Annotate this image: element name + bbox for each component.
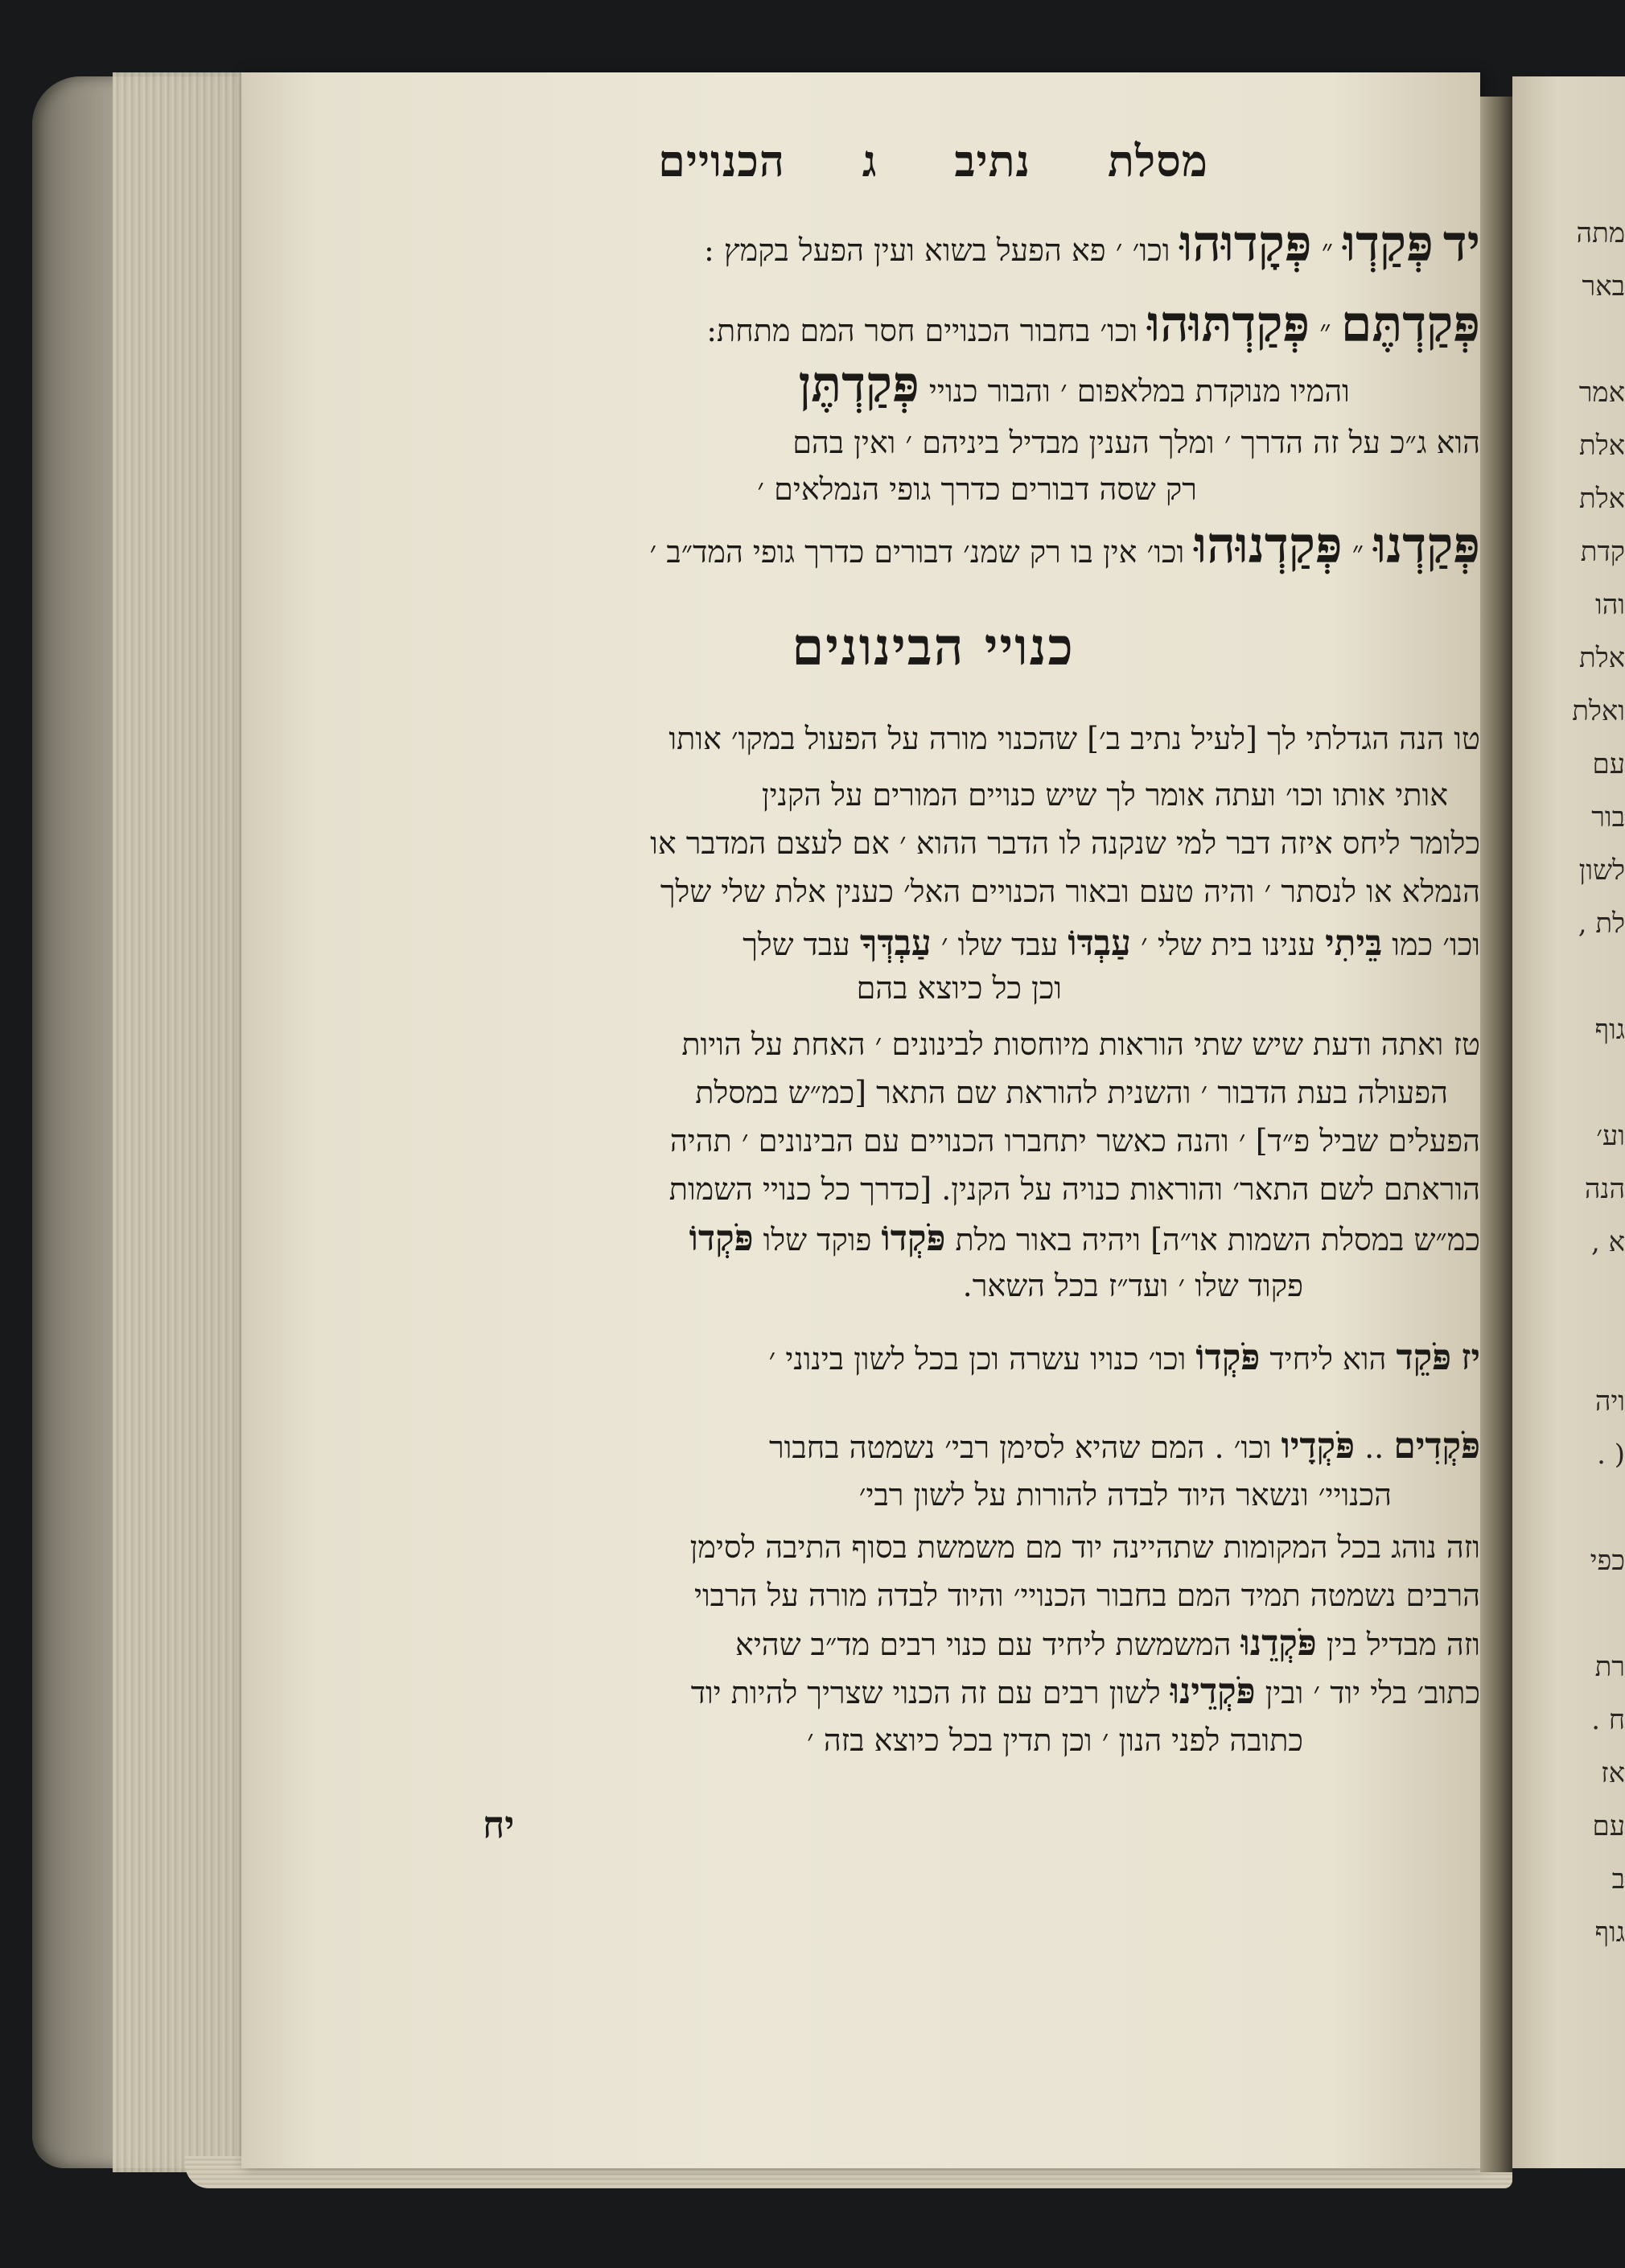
para2-line5 [386, 1216, 1480, 1262]
keyword: פֹּקֵד [1396, 1337, 1452, 1378]
text-run: אותי אותו וכו׳ ועתה אומר לך שיש כנויים המורים על הקנין [761, 777, 1448, 813]
text-run: פוקד שלו [763, 1222, 872, 1257]
page-edges [113, 72, 249, 2172]
facing-page-fragment: קדת [1580, 536, 1625, 568]
text-run: הוא ליחיד [1269, 1341, 1387, 1377]
para1-line4 [386, 869, 1480, 914]
text-run: עבד שלו ׳ [940, 927, 1059, 962]
text-line-5 [386, 467, 1480, 512]
facing-page-fragment: אמר [1578, 377, 1625, 409]
facing-page-fragment: כפי [1590, 1545, 1625, 1577]
facing-page-fragment: אלת [1578, 483, 1625, 515]
para2-line3 [386, 1118, 1480, 1163]
facing-page-fragment: גוף [1594, 1916, 1625, 1949]
keyword: פְּקַדְוּ [1343, 214, 1434, 273]
text-run: הוא ג״כ על זה הדרך ׳ ומלך הענין מבדיל ביניהם ׳ ואין בהם [792, 425, 1480, 460]
book-gutter [1480, 97, 1512, 2172]
text-run: רק שסה דבורים כדרך גופי הנמלאים ׳ [757, 471, 1197, 507]
facing-page-fragment: וע׳ [1596, 1120, 1625, 1152]
text-run: טו הנה הגדלתי לך [לעיל נתיב ב׳] שהכנוי מורה על הפעול במקו׳ אותו [669, 721, 1480, 756]
text-run: וכו׳ [1132, 233, 1170, 268]
text-run: .. [1364, 1430, 1384, 1465]
facing-page-fragment: ( . [1597, 1439, 1625, 1471]
text-run: פא הפעל בשוא ועין הפעל בקמץ : [704, 233, 1106, 268]
facing-page-fragment: ויה [1594, 1385, 1625, 1418]
text-run: הפעלים שביל פ״ד] ׳ והנה כאשר יתחברו הכנויים עם הבינונים ׳ תהיה [669, 1123, 1480, 1159]
keyword: פֹּקְדִים [1393, 1426, 1480, 1467]
para2-line6 [386, 1263, 1480, 1308]
para5-line2 [386, 1573, 1480, 1618]
text-run: וכו׳ כמו [1392, 927, 1480, 962]
para1-line3 [386, 821, 1480, 866]
running-head-middle: ג [862, 135, 878, 187]
text-run: כתובה לפני הנון ׳ וכן תדין בכל כיוצא בזה ׳ [806, 1723, 1303, 1758]
signature-mark: יח [483, 1803, 515, 1846]
keyword: פֹּקְדוֹ [1195, 1337, 1261, 1378]
keyword: פֹּקְדֵינוּ [1170, 1671, 1256, 1712]
para5-line3 [386, 1621, 1480, 1667]
running-head-mid2: נתיב [954, 135, 1031, 187]
facing-page-fragment: ח . [1591, 1704, 1625, 1736]
facing-page-fragment: בור [1591, 801, 1625, 834]
facing-page-fragment: לשון [1578, 854, 1625, 887]
text-run: עבד שלך [743, 927, 850, 962]
para5-line1 [386, 1525, 1480, 1570]
text-run: הרבים נשמטה תמיד המם בחבור הכנויי׳ והיוד לבדה מורה על הרבוי [694, 1578, 1480, 1613]
facing-page-fragment: עם [1592, 748, 1625, 780]
facing-page-fragment: רת [1594, 1651, 1625, 1683]
text-run: המשמשת ליחיד עם כנוי רבים מד״ב שהיא [735, 1627, 1232, 1662]
facing-page-fragment: באר [1582, 270, 1625, 303]
para3-line1 [386, 1336, 1480, 1381]
text-run: הפעולה בעת הדבור ׳ והשנית להוראת שם התאר [כמ״ש במסלת [695, 1075, 1448, 1110]
text-run: לשון רבים עם זה הכנוי שצריך להיות יוד [690, 1675, 1161, 1710]
text-run: טז ואתה ודעת שיש שתי הוראות מיוחסות לבינונים ׳ האחת על הויות [681, 1027, 1480, 1062]
text-run: פקוד שלו ׳ ועד״ז בכל השאר. [962, 1268, 1303, 1303]
para4-line1 [386, 1424, 1480, 1470]
facing-page-fragment: ב [1611, 1863, 1625, 1895]
keyword: פֹּקְדוֹ [881, 1218, 946, 1259]
facing-page-fragment: אז [1601, 1757, 1625, 1789]
text-run: הוראתם לשם התאר׳ והוראות כנויה על הקנין. [כדרך כל כנויי השמות [669, 1171, 1480, 1207]
text-run: כתוב׳ בלי יוד ׳ ובין [1265, 1675, 1480, 1710]
section-number: יד [1442, 214, 1480, 273]
running-head-right: מסלת [1107, 135, 1208, 187]
keyword: פְּקַדְתֶּם [1340, 294, 1480, 353]
text-line-1: יד פְּקַדְוּ ״ פְּקָדוּהוּ וכו׳ ׳ פא הפעל בשוא ועין הפעל בקמץ : [704, 214, 1480, 273]
keyword: בֵּיתִי [1325, 923, 1383, 964]
keyword: פֹּקְדָיו [1281, 1426, 1355, 1467]
keyword: פְּקָדוּהוּ [1179, 214, 1312, 273]
facing-page-fragment: והו [1595, 589, 1625, 621]
text-run: וזה נוהג בכל המקומות שתהיינה יוד מם משמשת בסוף התיבה לסימן [689, 1529, 1480, 1565]
keyword: עַבְדְּךָ [859, 923, 932, 964]
para5-line4 [386, 1669, 1480, 1715]
para1-line2 [386, 772, 1480, 817]
para2-line1 [386, 1022, 1480, 1067]
para5-line5 [386, 1718, 1480, 1763]
keyword: פְּקַדְנוּ [1373, 516, 1480, 574]
para1-line6 [386, 965, 1480, 1011]
para1-line1 [386, 716, 1480, 761]
para4-line2 [386, 1472, 1480, 1517]
facing-page-fragment: מתה [1576, 217, 1625, 249]
facing-page-fragment: לת , [1578, 908, 1625, 940]
text-run: הכנויי׳ ונשאר היוד לבדה להורות על לשון רבי׳ [858, 1477, 1392, 1513]
text-run: ענינו בית שלי ׳ [1140, 927, 1315, 962]
running-head [386, 135, 1480, 187]
keyword: עַבְדּוֹ [1068, 923, 1131, 964]
text-line-6: פְּקַדְנוּ ״ פְּקַדְנוּהוּ וכו׳ אין בו רק שמנ׳ דבורים כדרך גופי המד״ב ׳ [649, 516, 1480, 574]
text-run: והמיו מנוקדת במלאפום ׳ והבור כנויי [928, 373, 1350, 409]
para1-line5 [386, 921, 1480, 967]
text-run: כלומר ליחס איזה דבר למי שנקנה לו הדבר ההוא ׳ אם לעצם המדבר או [650, 825, 1480, 861]
facing-page-fragment: א , [1590, 1226, 1625, 1258]
text-line-2: פְּקַדְתֶּם ״ פְּקַדְתּוּהוּ וכו׳ בחבור הכנויים חסר המם מתחת: [706, 294, 1480, 353]
facing-page-fragment: ואלת [1572, 695, 1625, 727]
para2-line4 [386, 1167, 1480, 1212]
text-run: וכו׳ בחבור הכנויים חסר המם מתחת: [706, 313, 1138, 348]
section-number: יז [1461, 1337, 1480, 1378]
text-run: כמ״ש במסלת השמות או״ה] ויהיה באור מלת [955, 1222, 1480, 1257]
section-heading: כנויי הבינונים [792, 617, 1075, 677]
keyword: פֹּקְדוֹ [689, 1218, 754, 1259]
keyword: פְּקַדְתֶּן [798, 355, 919, 414]
text-line-4 [386, 420, 1480, 465]
text-run: וכן כל כיוצא בהם [856, 970, 1062, 1006]
para2-line2 [386, 1070, 1480, 1115]
running-head-left: הכנויים [658, 135, 785, 187]
text-run: וכו׳ אין בו רק שמנ׳ דבורים כדרך גופי המד״ב ׳ [649, 534, 1185, 570]
text-run: וכו׳ כנויו עשרה וכן בכל לשון בינוני ׳ [768, 1341, 1187, 1377]
keyword: פְּקַדְתּוּהוּ [1147, 294, 1310, 353]
text-line-3 [386, 355, 1480, 414]
keyword: פֹּקְדֵנוּ [1240, 1623, 1317, 1664]
facing-page-fragment: אלת [1578, 430, 1625, 462]
text-run: הנמלא או לנסתר ׳ והיה טעם ובאור הכנויים האל׳ כענין אלת שלי שלך [660, 874, 1480, 909]
facing-page-fragment: הנה [1584, 1173, 1625, 1205]
facing-page-fragment: אלת [1578, 642, 1625, 674]
facing-page-fragment: עם [1592, 1810, 1625, 1842]
text-run: וכו׳ . המם שהיא לסימן רבי׳ נשמטה בחבור [769, 1430, 1272, 1465]
keyword: פְּקַדְנוּהוּ [1194, 516, 1343, 574]
text-run: וזה מבדיל בין [1326, 1627, 1480, 1662]
facing-page-fragment: גוף [1594, 1014, 1625, 1046]
